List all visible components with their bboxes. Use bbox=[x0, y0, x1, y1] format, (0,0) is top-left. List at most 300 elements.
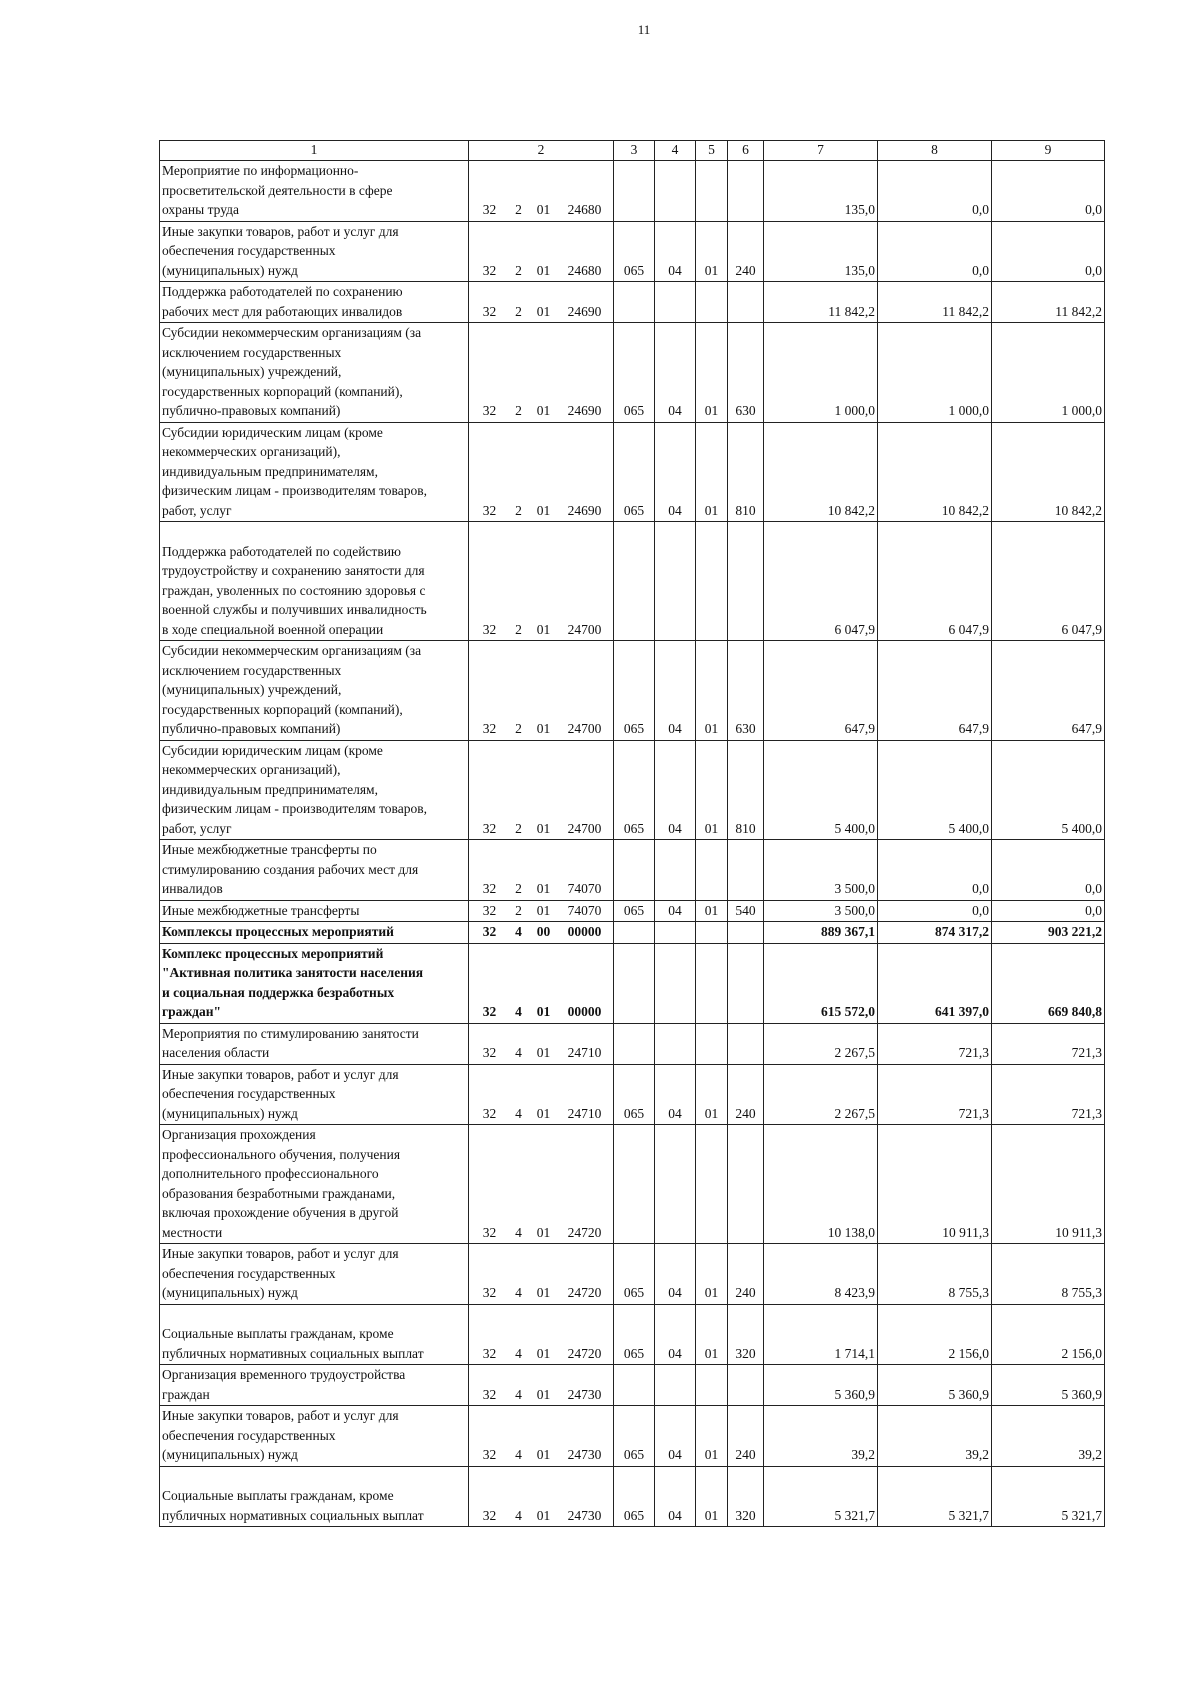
row-col-4 bbox=[655, 1125, 696, 1244]
row-name-line bbox=[162, 522, 466, 542]
row-value-7: 3 500,0 bbox=[764, 900, 878, 922]
row-value-8: 6 047,9 bbox=[878, 522, 992, 641]
table-row bbox=[160, 221, 1105, 282]
row-code bbox=[469, 922, 614, 944]
row-col-3: 065 bbox=[614, 641, 655, 741]
row-code-part-4: 24690 bbox=[567, 403, 602, 418]
row-name bbox=[160, 282, 469, 323]
row-value-8: 1 000,0 bbox=[878, 323, 992, 423]
row-name-line: (муниципальных) нужд bbox=[162, 1105, 298, 1121]
row-col-6 bbox=[728, 1125, 764, 1244]
row-col-3: 065 bbox=[614, 1064, 655, 1125]
row-name-line: (муниципальных) нужд bbox=[162, 262, 298, 278]
row-code-part-3: 01 bbox=[536, 902, 551, 918]
row-col-6: 240 bbox=[728, 1406, 764, 1467]
row-name-line: Иные межбюджетные трансферты bbox=[162, 902, 360, 918]
row-name bbox=[160, 161, 469, 222]
row-name bbox=[160, 1125, 469, 1244]
header-col-4: 4 bbox=[655, 141, 696, 161]
row-code-part-2: 4 bbox=[515, 1285, 522, 1300]
row-code bbox=[469, 840, 614, 901]
row-code bbox=[469, 221, 614, 282]
row-name bbox=[160, 323, 469, 423]
row-name-line: Иные закупки товаров, работ и услуг для bbox=[162, 1408, 399, 1423]
table-row bbox=[160, 1304, 1105, 1365]
row-name-line: индивидуальным предпринимателям, bbox=[162, 781, 378, 797]
row-code bbox=[469, 1244, 614, 1305]
row-col-3 bbox=[614, 840, 655, 901]
row-name-line: Мероприятия по стимулированию занятости bbox=[162, 1025, 419, 1041]
row-code-part-1: 32 bbox=[482, 621, 497, 637]
row-col-5 bbox=[696, 282, 728, 323]
row-code-part-2: 2 bbox=[515, 621, 522, 637]
row-value-7: 889 367,1 bbox=[764, 922, 878, 944]
row-col-5: 01 bbox=[696, 900, 728, 922]
row-value-7: 8 423,9 bbox=[764, 1244, 878, 1305]
row-name-line: инвалидов bbox=[162, 881, 223, 896]
row-col-6 bbox=[728, 522, 764, 641]
row-code-part-1: 32 bbox=[482, 1105, 497, 1121]
row-code-part-1: 32 bbox=[482, 721, 497, 736]
row-code-part-2: 4 bbox=[515, 1386, 522, 1402]
row-code-part-4: 24700 bbox=[567, 721, 602, 736]
row-col-3 bbox=[614, 1125, 655, 1244]
row-code bbox=[469, 943, 614, 1023]
row-name-line: Иные межбюджетные трансферты по bbox=[162, 842, 377, 857]
row-code-part-2: 4 bbox=[515, 1224, 522, 1240]
row-code-part-4: 24720 bbox=[567, 1224, 602, 1240]
row-col-6 bbox=[728, 1023, 764, 1064]
row-code-part-3: 01 bbox=[536, 881, 551, 896]
row-code-part-3: 01 bbox=[536, 303, 551, 319]
row-col-3 bbox=[614, 922, 655, 944]
row-code-part-3: 01 bbox=[536, 1386, 551, 1402]
row-code-part-2: 2 bbox=[515, 721, 522, 736]
header-col-7: 7 bbox=[764, 141, 878, 161]
row-name-line: работ, услуг bbox=[162, 502, 232, 518]
header-col-5: 5 bbox=[696, 141, 728, 161]
row-value-9: 669 840,8 bbox=[992, 943, 1105, 1023]
row-code bbox=[469, 1304, 614, 1365]
row-col-5 bbox=[696, 522, 728, 641]
row-value-9: 5 321,7 bbox=[992, 1466, 1105, 1527]
row-name-line: Субсидии юридическим лицам (кроме bbox=[162, 424, 383, 440]
row-col-6 bbox=[728, 282, 764, 323]
row-code bbox=[469, 282, 614, 323]
table-row bbox=[160, 1466, 1105, 1527]
row-col-5: 01 bbox=[696, 1064, 728, 1125]
row-code-part-2: 2 bbox=[515, 881, 522, 896]
table-row bbox=[160, 161, 1105, 222]
row-col-6 bbox=[728, 922, 764, 944]
row-name-line: профессионального обучения, получения bbox=[162, 1146, 401, 1162]
row-name-line: (муниципальных) учреждений, bbox=[162, 682, 342, 697]
row-code bbox=[469, 161, 614, 222]
row-col-5: 01 bbox=[696, 740, 728, 840]
row-col-3: 065 bbox=[614, 1466, 655, 1527]
row-value-9: 721,3 bbox=[992, 1023, 1105, 1064]
row-value-7: 2 267,5 bbox=[764, 1064, 878, 1125]
row-col-5: 01 bbox=[696, 221, 728, 282]
row-value-8: 874 317,2 bbox=[878, 922, 992, 944]
row-col-3 bbox=[614, 1023, 655, 1064]
row-name-line: публичных нормативных социальных выплат bbox=[162, 1507, 424, 1523]
row-name bbox=[160, 740, 469, 840]
row-value-8: 39,2 bbox=[878, 1406, 992, 1467]
table-row bbox=[160, 1365, 1105, 1406]
row-col-4 bbox=[655, 840, 696, 901]
row-name-line: физическим лицам - производителям товаров, bbox=[162, 801, 427, 816]
row-code-part-2: 2 bbox=[515, 262, 522, 278]
row-value-7: 1 000,0 bbox=[764, 323, 878, 423]
row-col-4: 04 bbox=[655, 422, 696, 522]
row-code-part-4: 24680 bbox=[567, 202, 602, 217]
row-name-line: публично-правовых компаний) bbox=[162, 403, 341, 418]
row-code-part-4: 24710 bbox=[567, 1045, 602, 1060]
row-col-3: 065 bbox=[614, 221, 655, 282]
row-value-9: 903 221,2 bbox=[992, 922, 1105, 944]
row-col-4: 04 bbox=[655, 1466, 696, 1527]
row-value-9: 5 400,0 bbox=[992, 740, 1105, 840]
row-value-8: 11 842,2 bbox=[878, 282, 992, 323]
row-col-3 bbox=[614, 943, 655, 1023]
row-code bbox=[469, 1064, 614, 1125]
row-code-part-3: 01 bbox=[536, 502, 551, 518]
row-code-part-4: 24690 bbox=[567, 303, 602, 319]
row-value-8: 0,0 bbox=[878, 900, 992, 922]
row-col-6 bbox=[728, 943, 764, 1023]
row-name-line bbox=[162, 1467, 466, 1487]
row-value-8: 2 156,0 bbox=[878, 1304, 992, 1365]
row-code-part-4: 24730 bbox=[567, 1447, 602, 1462]
row-col-4 bbox=[655, 1365, 696, 1406]
row-name bbox=[160, 922, 469, 944]
row-code-part-2: 4 bbox=[515, 1345, 522, 1361]
row-code bbox=[469, 740, 614, 840]
row-value-9: 0,0 bbox=[992, 840, 1105, 901]
row-value-9: 6 047,9 bbox=[992, 522, 1105, 641]
row-code-part-3: 00 bbox=[536, 924, 551, 939]
row-code-part-3: 01 bbox=[536, 1345, 551, 1361]
row-value-7: 5 321,7 bbox=[764, 1466, 878, 1527]
row-col-4: 04 bbox=[655, 323, 696, 423]
row-col-4: 04 bbox=[655, 1064, 696, 1125]
table-row bbox=[160, 1023, 1105, 1064]
row-name-line: Иные закупки товаров, работ и услуг для bbox=[162, 223, 399, 239]
row-name-line: стимулированию создания рабочих мест для bbox=[162, 861, 419, 877]
row-name-line: (муниципальных) учреждений, bbox=[162, 364, 342, 379]
row-code-part-1: 32 bbox=[482, 1386, 497, 1402]
row-name-line: рабочих мест для работающих инвалидов bbox=[162, 303, 403, 319]
row-code-part-1: 32 bbox=[482, 1507, 497, 1523]
row-col-3: 065 bbox=[614, 1406, 655, 1467]
row-code-part-4: 24730 bbox=[567, 1386, 602, 1402]
row-name-line: (муниципальных) нужд bbox=[162, 1285, 298, 1300]
row-name-line: Поддержка работодателей по содействию bbox=[162, 543, 401, 559]
row-code-part-2: 4 bbox=[515, 1105, 522, 1121]
row-value-8: 8 755,3 bbox=[878, 1244, 992, 1305]
header-col-6: 6 bbox=[728, 141, 764, 161]
row-col-3: 065 bbox=[614, 323, 655, 423]
row-value-8: 0,0 bbox=[878, 840, 992, 901]
row-name-line: Социальные выплаты гражданам, кроме bbox=[162, 1488, 394, 1503]
row-value-7: 615 572,0 bbox=[764, 943, 878, 1023]
row-name-line: населения области bbox=[162, 1045, 270, 1060]
row-col-6 bbox=[728, 840, 764, 901]
row-name-line: Иные закупки товаров, работ и услуг для bbox=[162, 1246, 399, 1261]
row-col-4: 04 bbox=[655, 740, 696, 840]
row-code-part-3: 01 bbox=[536, 820, 551, 836]
row-value-8: 10 911,3 bbox=[878, 1125, 992, 1244]
header-col-8: 8 bbox=[878, 141, 992, 161]
row-code bbox=[469, 1125, 614, 1244]
row-code-part-1: 32 bbox=[482, 1004, 497, 1019]
row-code-part-3: 01 bbox=[536, 1285, 551, 1300]
row-name-line: Социальные выплаты гражданам, кроме bbox=[162, 1326, 394, 1341]
row-name bbox=[160, 221, 469, 282]
row-name-line: "Активная политика занятости населения bbox=[162, 965, 424, 980]
row-code-part-2: 2 bbox=[515, 820, 522, 836]
row-code-part-2: 2 bbox=[515, 303, 522, 319]
row-code-part-4: 24720 bbox=[567, 1345, 602, 1361]
row-code-part-2: 2 bbox=[515, 502, 522, 518]
row-value-7: 135,0 bbox=[764, 221, 878, 282]
row-name-line: обеспечения государственных bbox=[162, 1086, 336, 1101]
header-col-2: 2 bbox=[469, 141, 614, 161]
row-code-part-3: 01 bbox=[536, 721, 551, 736]
table-row bbox=[160, 1125, 1105, 1244]
row-code-part-3: 01 bbox=[536, 262, 551, 278]
row-col-5: 01 bbox=[696, 641, 728, 741]
row-code-part-1: 32 bbox=[482, 202, 497, 217]
row-code-part-1: 32 bbox=[482, 820, 497, 836]
row-col-6: 320 bbox=[728, 1304, 764, 1365]
row-col-4: 04 bbox=[655, 641, 696, 741]
row-name bbox=[160, 1406, 469, 1467]
row-col-5: 01 bbox=[696, 422, 728, 522]
row-code-part-1: 32 bbox=[482, 881, 497, 896]
row-name-line: Комплексы процессных мероприятий bbox=[162, 924, 394, 939]
row-code-part-3: 01 bbox=[536, 403, 551, 418]
row-code-part-3: 01 bbox=[536, 1045, 551, 1060]
row-code-part-4: 00000 bbox=[567, 924, 602, 939]
row-name-line: Иные закупки товаров, работ и услуг для bbox=[162, 1066, 399, 1082]
header-col-9: 9 bbox=[992, 141, 1105, 161]
row-col-6: 320 bbox=[728, 1466, 764, 1527]
header-row bbox=[160, 141, 1105, 161]
row-name bbox=[160, 641, 469, 741]
row-name-line: Субсидии юридическим лицам (кроме bbox=[162, 742, 383, 758]
row-code-part-4: 24720 bbox=[567, 1285, 602, 1300]
row-value-7: 1 714,1 bbox=[764, 1304, 878, 1365]
row-value-9: 8 755,3 bbox=[992, 1244, 1105, 1305]
row-value-7: 5 400,0 bbox=[764, 740, 878, 840]
budget-table bbox=[159, 140, 1105, 1527]
table-row bbox=[160, 282, 1105, 323]
row-value-9: 0,0 bbox=[992, 161, 1105, 222]
row-col-5: 01 bbox=[696, 1244, 728, 1305]
row-col-5 bbox=[696, 922, 728, 944]
row-col-5: 01 bbox=[696, 1304, 728, 1365]
row-name-line: Организация прохождения bbox=[162, 1127, 316, 1142]
row-name-line: местности bbox=[162, 1224, 223, 1240]
row-col-4 bbox=[655, 522, 696, 641]
row-code bbox=[469, 422, 614, 522]
row-value-8: 721,3 bbox=[878, 1064, 992, 1125]
row-value-9: 10 911,3 bbox=[992, 1125, 1105, 1244]
row-col-5: 01 bbox=[696, 323, 728, 423]
row-col-5 bbox=[696, 943, 728, 1023]
row-col-6: 630 bbox=[728, 641, 764, 741]
row-value-7: 11 842,2 bbox=[764, 282, 878, 323]
row-code-part-2: 2 bbox=[515, 403, 522, 418]
row-name-line: государственных корпораций (компаний), bbox=[162, 383, 403, 399]
row-col-3: 065 bbox=[614, 1244, 655, 1305]
row-name-line: граждан bbox=[162, 1386, 210, 1402]
row-col-4 bbox=[655, 282, 696, 323]
row-code-part-3: 01 bbox=[536, 621, 551, 637]
table-row bbox=[160, 323, 1105, 423]
row-name-line: государственных корпораций (компаний), bbox=[162, 701, 403, 717]
row-value-8: 5 400,0 bbox=[878, 740, 992, 840]
row-code-part-2: 4 bbox=[515, 1447, 522, 1462]
row-value-8: 5 360,9 bbox=[878, 1365, 992, 1406]
row-code-part-4: 74070 bbox=[567, 902, 602, 918]
row-name-line: (муниципальных) нужд bbox=[162, 1447, 298, 1462]
row-name-line: Организация временного трудоустройства bbox=[162, 1367, 406, 1382]
row-col-6: 810 bbox=[728, 740, 764, 840]
row-code-part-1: 32 bbox=[482, 924, 497, 939]
table-row bbox=[160, 922, 1105, 944]
row-value-7: 135,0 bbox=[764, 161, 878, 222]
row-code-part-1: 32 bbox=[482, 303, 497, 319]
row-value-7: 10 842,2 bbox=[764, 422, 878, 522]
row-name-line: Комплекс процессных мероприятий bbox=[162, 945, 384, 961]
row-value-7: 647,9 bbox=[764, 641, 878, 741]
row-value-9: 10 842,2 bbox=[992, 422, 1105, 522]
row-code-part-2: 4 bbox=[515, 1004, 522, 1019]
row-name-line: в ходе специальной военной операции bbox=[162, 621, 384, 637]
row-col-3: 065 bbox=[614, 740, 655, 840]
row-col-5 bbox=[696, 1125, 728, 1244]
row-code-part-1: 32 bbox=[482, 1224, 497, 1240]
row-col-6: 810 bbox=[728, 422, 764, 522]
row-name-line: и социальная поддержка безработных bbox=[162, 984, 395, 1000]
row-code bbox=[469, 323, 614, 423]
row-name-line: физическим лицам - производителям товаров, bbox=[162, 483, 427, 498]
page-number: 11 bbox=[637, 22, 651, 37]
row-col-4: 04 bbox=[655, 1406, 696, 1467]
row-col-6: 540 bbox=[728, 900, 764, 922]
row-name-line: Субсидии некоммерческим организациям (за bbox=[162, 643, 422, 658]
row-col-3 bbox=[614, 1365, 655, 1406]
row-code-part-1: 32 bbox=[482, 262, 497, 278]
row-code-part-4: 00000 bbox=[567, 1004, 602, 1019]
row-col-6: 240 bbox=[728, 221, 764, 282]
row-col-6: 630 bbox=[728, 323, 764, 423]
row-code-part-1: 32 bbox=[482, 403, 497, 418]
row-code-part-1: 32 bbox=[482, 1045, 497, 1060]
row-col-6 bbox=[728, 161, 764, 222]
row-value-8: 0,0 bbox=[878, 221, 992, 282]
row-name-line: обеспечения государственных bbox=[162, 1427, 336, 1443]
row-name bbox=[160, 1244, 469, 1305]
row-col-5 bbox=[696, 1365, 728, 1406]
row-code-part-2: 4 bbox=[515, 924, 522, 939]
row-col-4 bbox=[655, 161, 696, 222]
table-row bbox=[160, 900, 1105, 922]
row-value-8: 721,3 bbox=[878, 1023, 992, 1064]
row-code-part-1: 32 bbox=[482, 502, 497, 518]
row-code bbox=[469, 1023, 614, 1064]
row-name-line: обеспечения государственных bbox=[162, 1265, 336, 1281]
table-row bbox=[160, 1244, 1105, 1305]
row-col-4 bbox=[655, 943, 696, 1023]
table-row bbox=[160, 641, 1105, 741]
row-name-line: некоммерческих организаций), bbox=[162, 444, 341, 459]
header-col-3: 3 bbox=[614, 141, 655, 161]
row-value-9: 5 360,9 bbox=[992, 1365, 1105, 1406]
row-value-7: 3 500,0 bbox=[764, 840, 878, 901]
row-code bbox=[469, 900, 614, 922]
row-col-5: 01 bbox=[696, 1406, 728, 1467]
row-name-line: некоммерческих организаций), bbox=[162, 762, 341, 777]
table-row bbox=[160, 740, 1105, 840]
row-value-8: 647,9 bbox=[878, 641, 992, 741]
row-col-3 bbox=[614, 282, 655, 323]
row-name-line: публично-правовых компаний) bbox=[162, 721, 341, 736]
row-code-part-3: 01 bbox=[536, 1004, 551, 1019]
row-name-line: обеспечения государственных bbox=[162, 243, 336, 258]
row-name bbox=[160, 943, 469, 1023]
row-code-part-4: 24690 bbox=[567, 502, 602, 518]
row-name-line: военной службы и получивших инвалидность bbox=[162, 602, 427, 617]
row-col-3 bbox=[614, 522, 655, 641]
row-code bbox=[469, 1466, 614, 1527]
row-name-line: Субсидии некоммерческим организациям (за bbox=[162, 325, 422, 340]
row-name-line: Поддержка работодателей по сохранению bbox=[162, 284, 403, 299]
table-row bbox=[160, 943, 1105, 1023]
row-code bbox=[469, 1365, 614, 1406]
row-value-8: 10 842,2 bbox=[878, 422, 992, 522]
row-col-3: 065 bbox=[614, 422, 655, 522]
row-name-line: трудоустройству и сохранению занятости для bbox=[162, 563, 425, 578]
table-row bbox=[160, 1406, 1105, 1467]
row-col-4: 04 bbox=[655, 900, 696, 922]
row-col-4: 04 bbox=[655, 1244, 696, 1305]
row-value-9: 0,0 bbox=[992, 221, 1105, 282]
row-code bbox=[469, 641, 614, 741]
row-value-8: 641 397,0 bbox=[878, 943, 992, 1023]
row-col-4 bbox=[655, 1023, 696, 1064]
row-code-part-4: 24700 bbox=[567, 820, 602, 836]
row-name-line: охраны труда bbox=[162, 202, 239, 217]
row-col-5: 01 bbox=[696, 1466, 728, 1527]
row-name bbox=[160, 900, 469, 922]
row-col-4: 04 bbox=[655, 1304, 696, 1365]
row-value-7: 5 360,9 bbox=[764, 1365, 878, 1406]
row-col-6 bbox=[728, 1365, 764, 1406]
row-col-3 bbox=[614, 161, 655, 222]
table-body bbox=[160, 161, 1105, 1527]
row-value-9: 647,9 bbox=[992, 641, 1105, 741]
row-col-5 bbox=[696, 840, 728, 901]
row-name bbox=[160, 1023, 469, 1064]
row-code-part-3: 01 bbox=[536, 202, 551, 217]
row-code-part-1: 32 bbox=[482, 1285, 497, 1300]
row-code-part-1: 32 bbox=[482, 902, 497, 918]
row-name-line: образования безработными гражданами, bbox=[162, 1185, 396, 1201]
